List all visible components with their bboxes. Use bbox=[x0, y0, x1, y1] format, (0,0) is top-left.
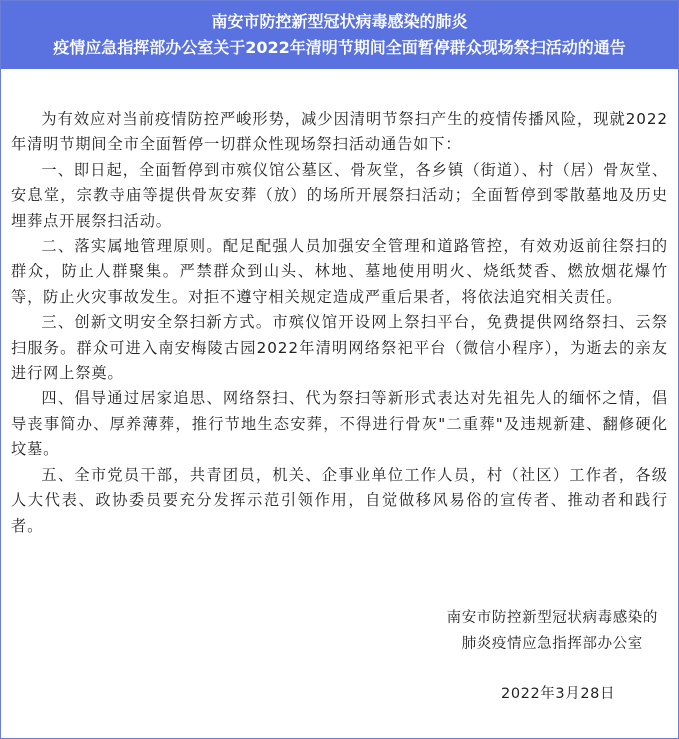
notice-date: 2022年3月28日 bbox=[501, 686, 616, 702]
item-2-paragraph: 二、落实属地管理原则。配足配强人员加强安全管理和道路管控，有效劝返前往祭扫的群众，防止人群聚集。严禁群众到山头、林地、墓地使用明火、烧纸焚香、燃放烟花爆竹等，防止火灾事故发生。对拒不遵守相关规定造成严重后果者，将依法追究相关责任。 bbox=[11, 237, 668, 306]
title-line-2: 疫情应急指挥部办公室关于2022年清明节期间全面暂停群众现场祭扫活动的通告 bbox=[53, 38, 626, 57]
title-line-1: 南安市防控新型冠状病毒感染的肺炎 bbox=[211, 12, 468, 31]
signature-line-2: 肺炎疫情应急指挥部办公室 bbox=[461, 636, 643, 652]
item-5-paragraph: 五、全市党员干部，共青团员，机关、企事业单位工作人员，村（社区）工作者，各级人大代表、政协委员要充分发挥示范引领作用，自觉做移风易俗的宣传者、推动者和践行者。 bbox=[11, 465, 668, 535]
notice-header bbox=[1, 1, 678, 69]
notice-body bbox=[1, 69, 678, 539]
intro-paragraph: 为有效应对当前疫情防控严峻形势，减少因清明节祭扫产生的疫情传播风险，现就2022年清明节期间全市全面暂停一切群众性现场祭扫活动通告如下： bbox=[11, 110, 668, 154]
item-3-paragraph: 三、创新文明安全祭扫新方式。市殡仪馆开设网上祭扫平台，免费提供网络祭扫、云祭扫服务。群众可进入南安梅陵古园2022年清明网络祭祀平台（微信小程序），为逝去的亲友进行网上祭奠。 bbox=[11, 313, 668, 383]
item-1-paragraph: 一、即日起，全面暂停到市殡仪馆公墓区、骨灰堂，各乡镇（街道）、村（居）骨灰堂、安息堂，宗教寺庙等提供骨灰安葬（放）的场所开展祭扫活动；全面暂停到零散墓地及历史埋葬点开展祭扫活动。 bbox=[11, 160, 668, 230]
signature-line-1: 南安市防控新型冠状病毒感染的 bbox=[446, 610, 658, 626]
signature-block bbox=[447, 605, 658, 657]
item-4-paragraph: 四、倡导通过居家追思、网络祭扫、代为祭扫等新形式表达对先祖先人的缅怀之情，倡导丧事简办、厚养薄葬，推行节地生态安葬，不得进行骨灰"二重葬"及违规新建、翻修硬化坟墓。 bbox=[11, 389, 668, 459]
